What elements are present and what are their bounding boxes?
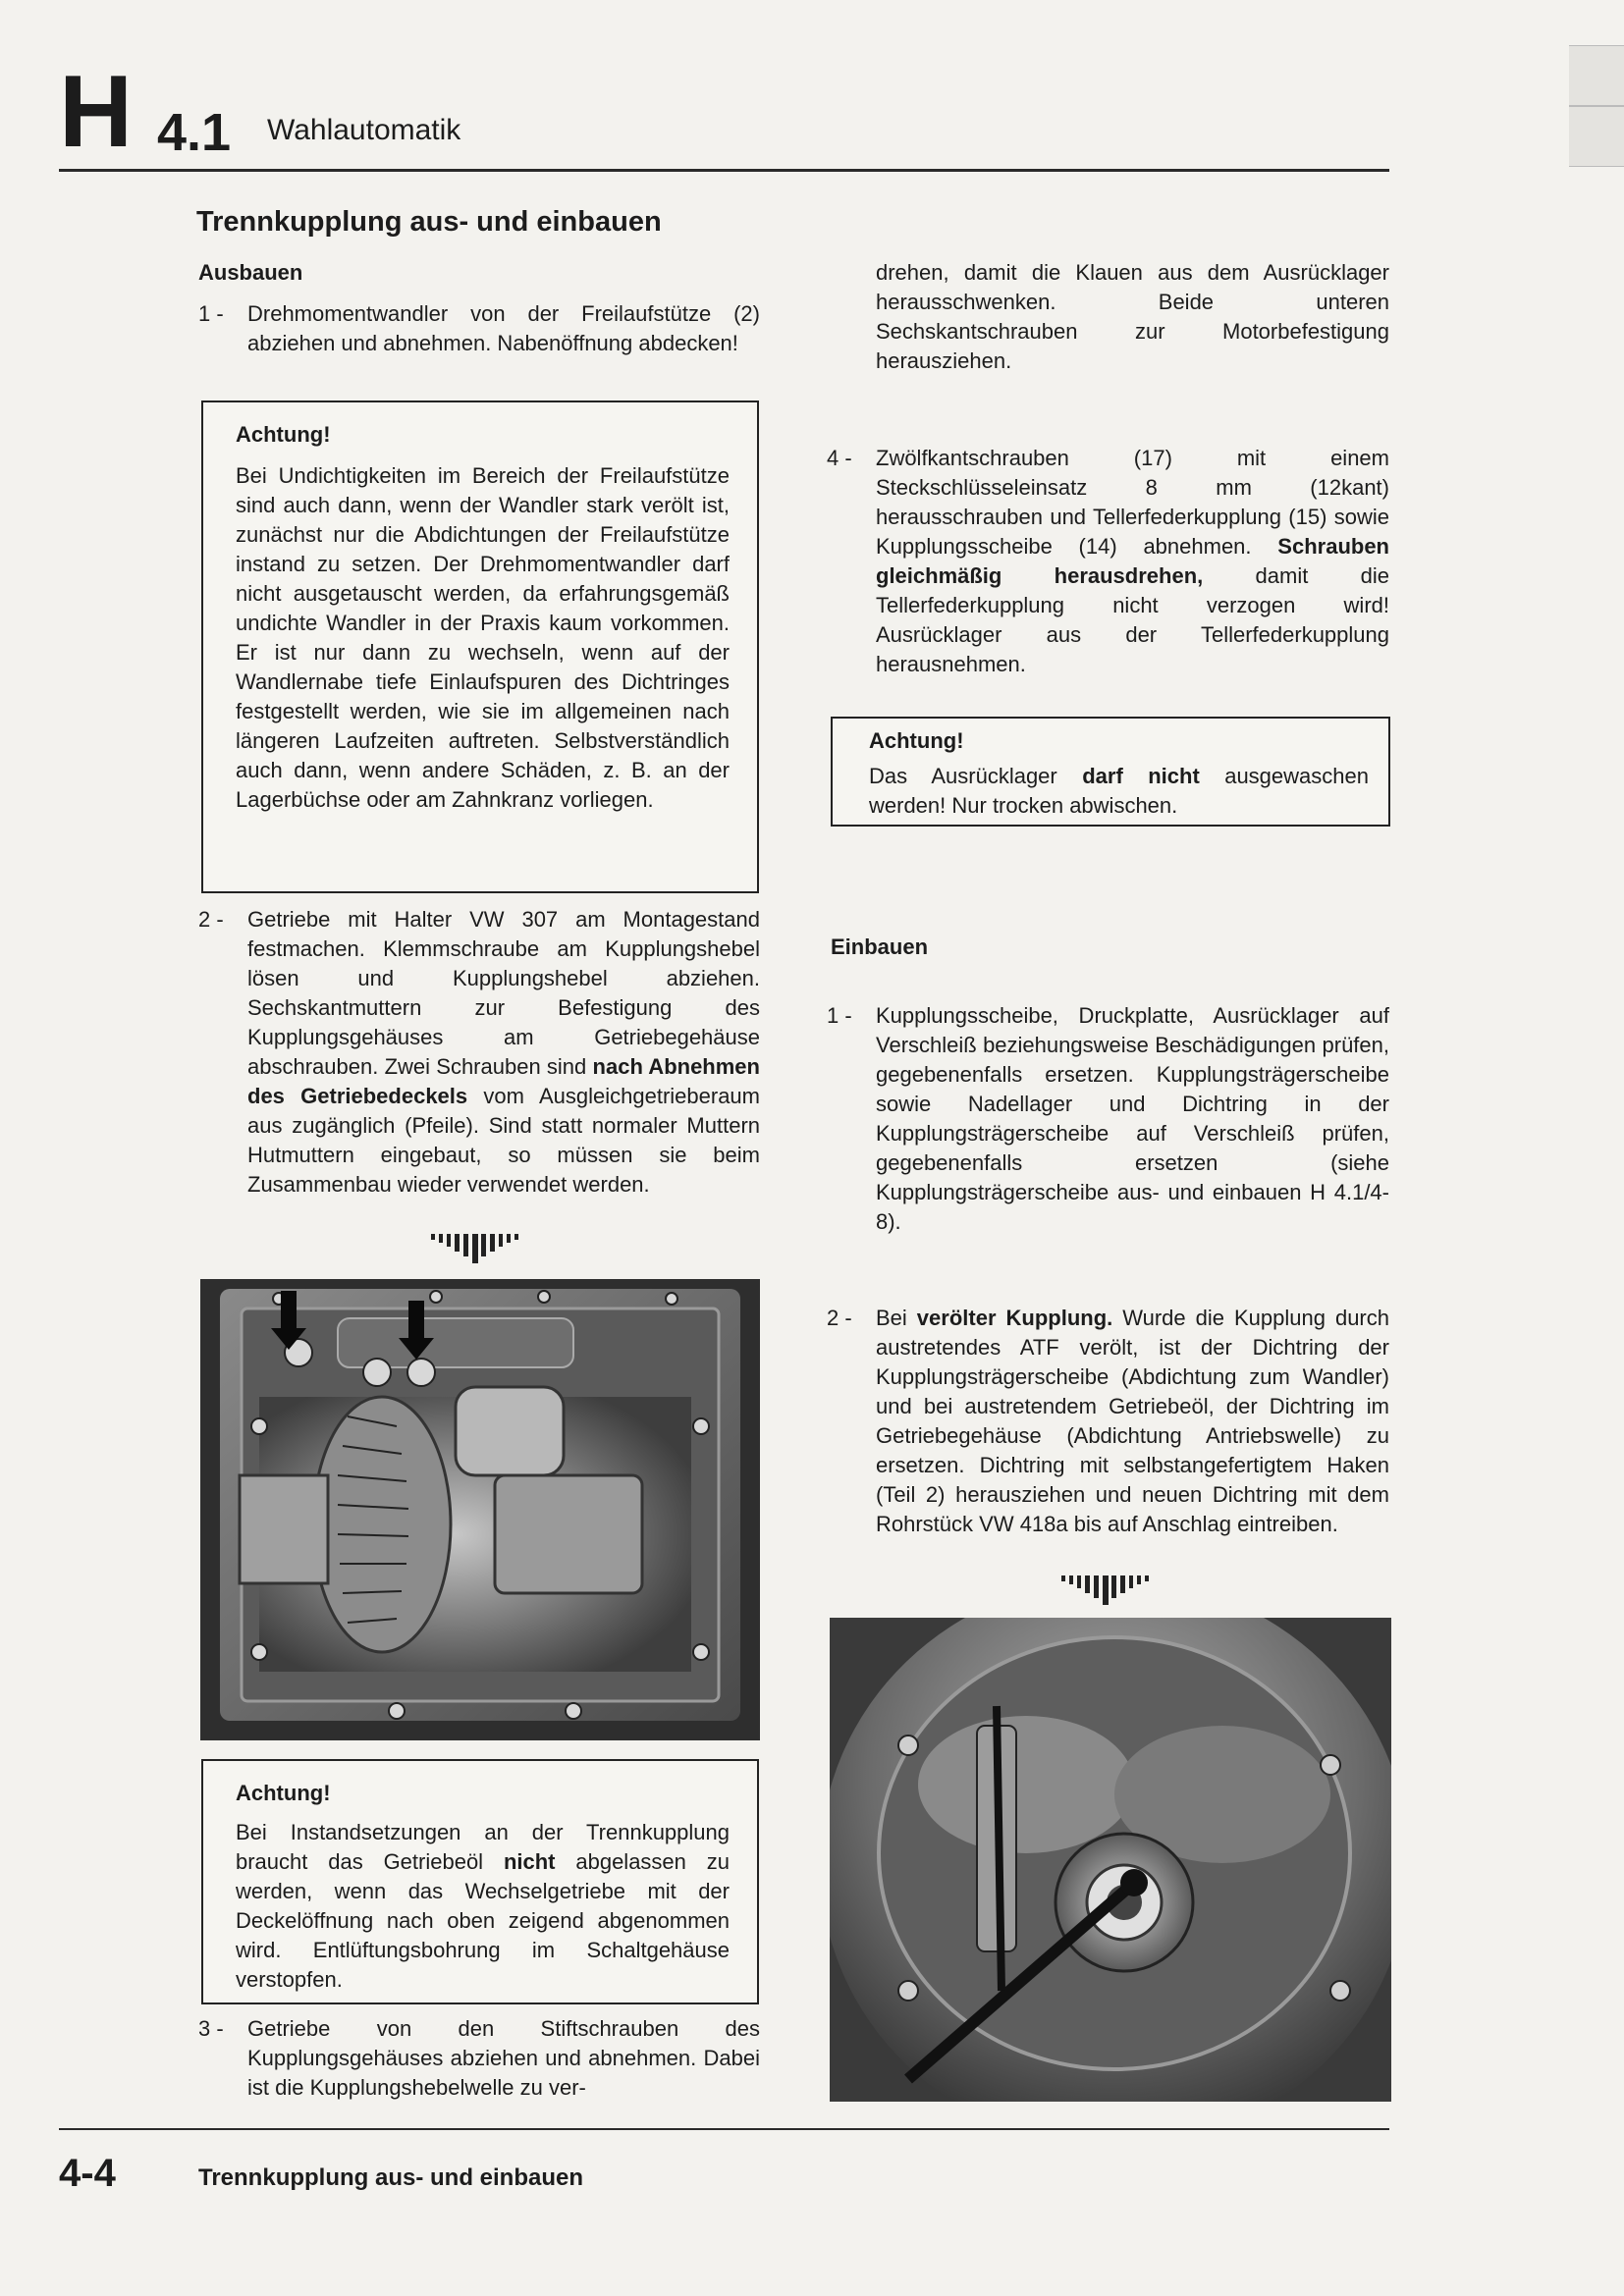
- subhead-ausbauen: Ausbauen: [198, 260, 303, 285]
- down-arrow-marker-icon: [1056, 1574, 1164, 1609]
- warning-box-1: [201, 400, 759, 893]
- left-step-3: [198, 2014, 760, 2105]
- photo-gearbox-differential: [200, 1279, 760, 1740]
- left-step-2: [198, 905, 760, 1229]
- footer-rule: [59, 2128, 1389, 2130]
- warning-heading: Achtung!: [869, 728, 964, 753]
- warning-text: Bei Instandsetzungen an der Trennkupplung braucht das Getriebeöl nicht abgelassen zu werden, wenn das Wechselgetriebe mit der Deckelöffnung nach oben zeigend abgenommen wird. Entlüftungsbohrung im Schaltgehäuse verstopfen.: [236, 1820, 730, 1992]
- step-text: Drehmomentwandler von der Freilaufstütze (2) abziehen und abnehmen. Nabenöffnung abdecken!: [247, 301, 760, 355]
- photo-clutch-housing: [830, 1618, 1391, 2102]
- header-rule: [59, 169, 1389, 172]
- warning-box-3: [831, 717, 1390, 827]
- right-step-1: [827, 1001, 1389, 1237]
- section-heading: Trennkupplung aus- und einbauen: [196, 206, 662, 238]
- edge-tab-top: [1569, 45, 1624, 106]
- warning-heading: Achtung!: [236, 1781, 331, 1805]
- step-number: 2 -: [827, 1306, 852, 1330]
- step-number: 2 -: [198, 907, 224, 932]
- step-text: Bei verölter Kupplung. Wurde die Kupplung durch austretendes ATF verölt, ist der Dichtring der Kupplungsträgerscheibe (Abdichtung zum Wandler) und bei austretendem Getriebeöl, der Dichtring im Getriebegehäuse (Abdichtung Antriebswelle) zu ersetzen. Dichtring mit selbstangefertigtem Haken (Teil 2) herausziehen und neuen Dichtring mit dem Rohrstück VW 418a bis auf Anschlag eintreiben.: [876, 1306, 1389, 1536]
- right-step-2: [827, 1304, 1389, 1569]
- footer-page-number: 4-4: [59, 2152, 116, 2195]
- edge-tab-second: [1569, 106, 1624, 167]
- warning-text: Bei Undichtigkeiten im Bereich der Freilaufstütze sind auch dann, wenn der Wandler stark verölt ist, zunächst nur die Abdichtungen der Freilaufstütze instand zu setzen. Der Drehmomentwandler darf nicht ausgetauscht werden, da erfahrungsgemäß undichte Wandler in der Praxis kaum vorkommen. Er ist nur dann zu wechseln, wenn auf der Wandlernabe tiefe Einlaufspuren des Dichtringes festgestellt werden, wie sie im allgemeinen nach längeren Laufzeiten auftreten. Selbstverständlich auch dann, wenn andere Schäden, z. B. an der Lagerbüchse oder am Zahnkranz vorliegen.: [236, 463, 730, 812]
- section-letter: H: [59, 55, 132, 169]
- down-arrow-marker-icon: [425, 1232, 533, 1267]
- left-step-1: [198, 299, 760, 390]
- right-continuation: [876, 258, 1389, 376]
- step-text: Kupplungsscheibe, Druckplatte, Ausrücklager auf Verschleiß beziehungsweise Beschädigungen prüfen, gegebenenfalls ersetzen. Kupplungsträgerscheibe sowie Nadellager und Dichtring in der Kupplungsträgerscheibe auf Verschleiß prüfen, gegebenenfalls ersetzen (siehe Kupplungsträgerscheibe aus- und einbauen H 4.1/4-8).: [876, 1003, 1389, 1234]
- right-step-4: [827, 444, 1389, 679]
- step-number: 4 -: [827, 446, 852, 470]
- subhead-einbauen: Einbauen: [831, 934, 929, 959]
- section-number: 4.1: [157, 103, 232, 162]
- warning-text: Das Ausrücklager darf nicht ausgewaschen werden! Nur trocken abwischen.: [869, 764, 1369, 818]
- warning-heading: Achtung!: [236, 422, 331, 447]
- step-text: Getriebe von den Stiftschrauben des Kupplungsgehäuses abziehen und abnehmen. Dabei ist die Kupplungshebelwelle zu ver-: [247, 2016, 760, 2100]
- footer-title: Trennkupplung aus- und einbauen: [198, 2164, 584, 2191]
- step-text: Getriebe mit Halter VW 307 am Montagestand festmachen. Klemmschraube am Kupplungshebel lösen und Kupplungshebel abziehen. Sechskantmuttern zur Befestigung des Kupplungsgehäuses am Getriebegehäuse abschrauben. Zwei Schrauben sind nach Abnehmen des Getriebedeckels vom Ausgleichgetrieberaum aus zugänglich (Pfeile). Sind statt normaler Muttern Hutmuttern eingebaut, so müssen sie beim Zusammenbau wieder verwendet werden.: [247, 907, 760, 1197]
- step-number: 3 -: [198, 2016, 224, 2041]
- page-title: Wahlautomatik: [267, 114, 461, 146]
- photo-clutch-image: [830, 1618, 1391, 2102]
- warning-box-2: [201, 1759, 759, 2004]
- step-number: 1 -: [827, 1003, 852, 1028]
- step-number: 1 -: [198, 301, 224, 326]
- continuation-text: drehen, damit die Klauen aus dem Ausrücklager herausschwenken. Beide unteren Sechskantschrauben zur Motorbefestigung herausziehen.: [876, 260, 1389, 373]
- step-text: Zwölfkantschrauben (17) mit einem Steckschlüsseleinsatz 8 mm (12kant) herausschrauben und Tellerfederkupplung (15) sowie Kupplungsscheibe (14) abnehmen. Schrauben gleichmäßig herausdrehen, damit die Tellerfederkupplung nicht verzogen wird! Ausrücklager aus der Tellerfederkupplung herausnehmen.: [876, 446, 1389, 676]
- photo-gearbox-image: [200, 1279, 760, 1740]
